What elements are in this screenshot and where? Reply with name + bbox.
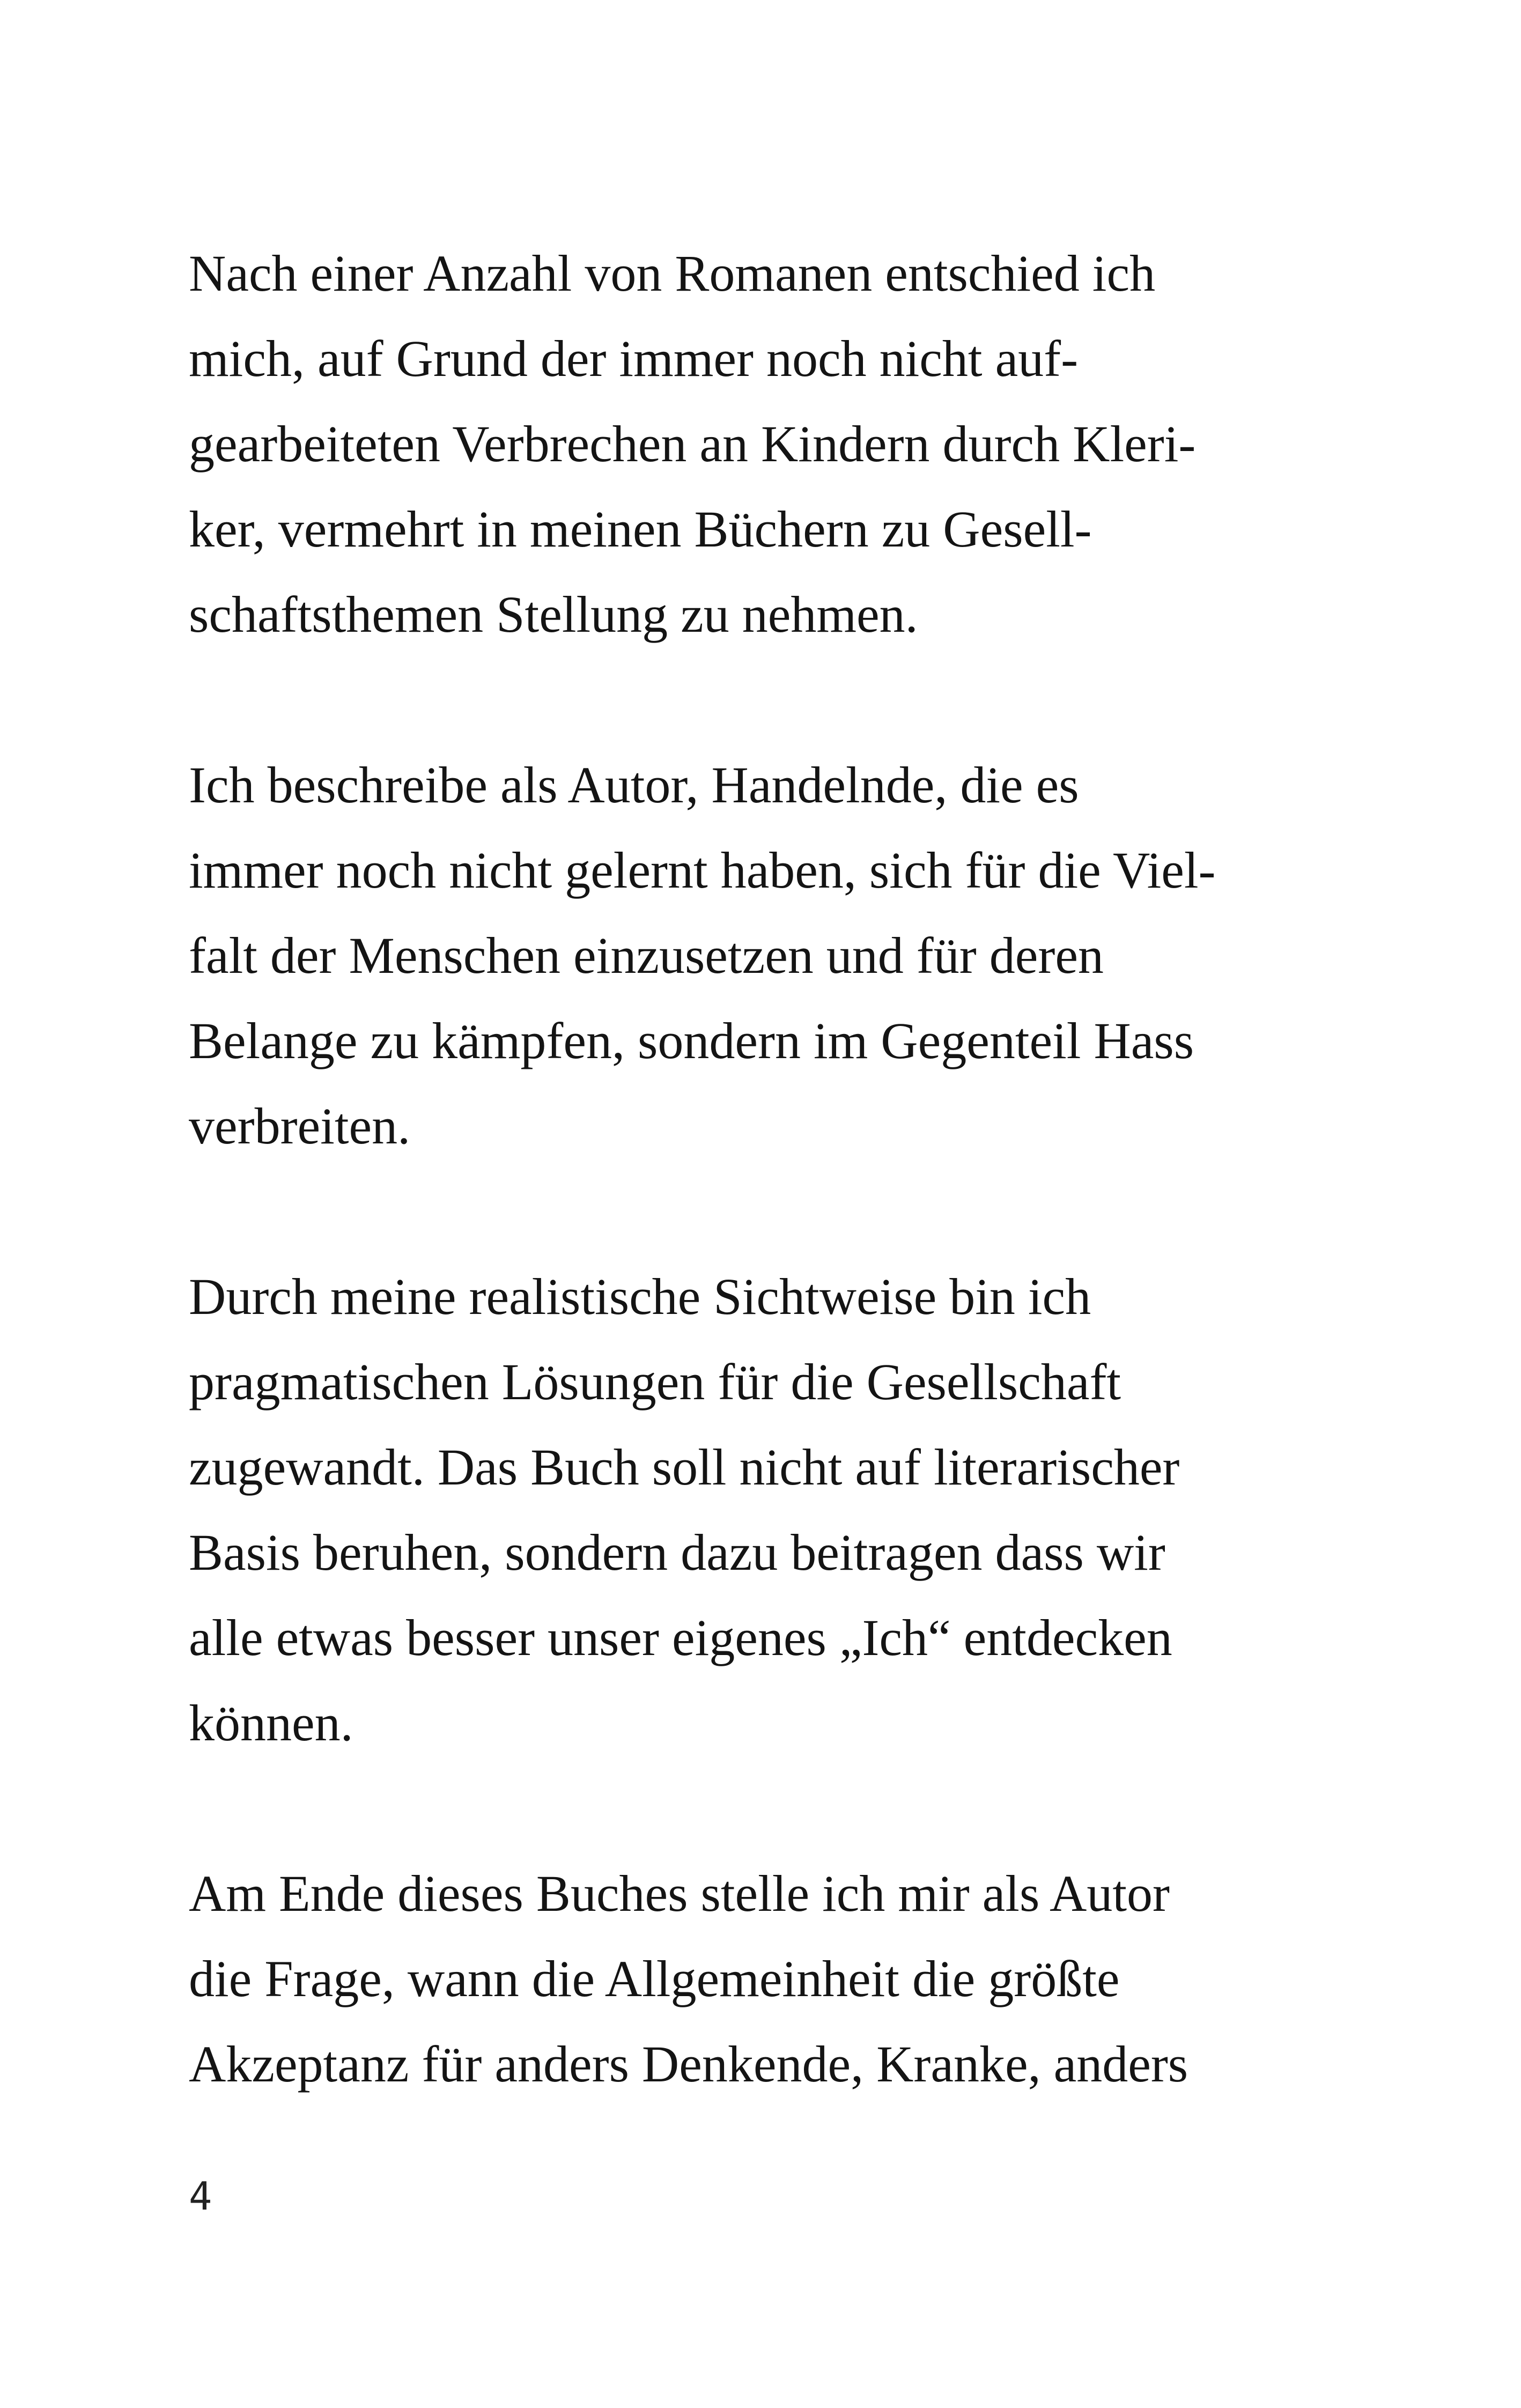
text-line: Durch meine realistische Sichtweise bin ich xyxy=(189,1268,1091,1325)
text-line: ker, vermehrt in meinen Büchern zu Gesell- xyxy=(189,500,1092,558)
paragraph-1 xyxy=(189,231,1315,657)
text-line: immer noch nicht gelernt haben, sich für die Viel- xyxy=(189,841,1216,899)
text-line: Nach einer Anzahl von Romanen entschied ich xyxy=(189,245,1156,302)
text-line: verbreiten. xyxy=(189,1097,411,1155)
text-line: Belange zu kämpfen, sondern im Gegenteil Hass xyxy=(189,1012,1194,1069)
text-line: mich, auf Grund der immer noch nicht auf- xyxy=(189,330,1079,387)
text-line: Akzeptanz für anders Denkende, Kranke, anders xyxy=(189,2035,1188,2093)
text-line: Basis beruhen, sondern dazu beitragen dass wir xyxy=(189,1524,1165,1581)
paragraph-4 xyxy=(189,1851,1315,2107)
text-line: alle etwas besser unser eigenes „Ich“ entdecken xyxy=(189,1609,1172,1666)
text-line: falt der Menschen einzusetzen und für deren xyxy=(189,927,1104,984)
text-line: die Frage, wann die Allgemeinheit die größte xyxy=(189,1950,1120,2007)
page-number: 4 xyxy=(189,2174,212,2219)
text-line: Ich beschreibe als Autor, Handelnde, die es xyxy=(189,756,1079,814)
text-line: gearbeiteten Verbrechen an Kindern durch Kleri- xyxy=(189,415,1196,472)
paragraph-2 xyxy=(189,742,1315,1169)
text-line: können. xyxy=(189,1694,353,1752)
text-line: zugewandt. Das Buch soll nicht auf literarischer xyxy=(189,1438,1180,1496)
paragraph-3 xyxy=(189,1254,1315,1766)
text-line: schaftsthemen Stellung zu nehmen. xyxy=(189,586,918,643)
text-line: pragmatischen Lösungen für die Gesellschaft xyxy=(189,1353,1121,1410)
body-text xyxy=(189,231,1315,2192)
text-line: Am Ende dieses Buches stelle ich mir als Autor xyxy=(189,1865,1170,1922)
